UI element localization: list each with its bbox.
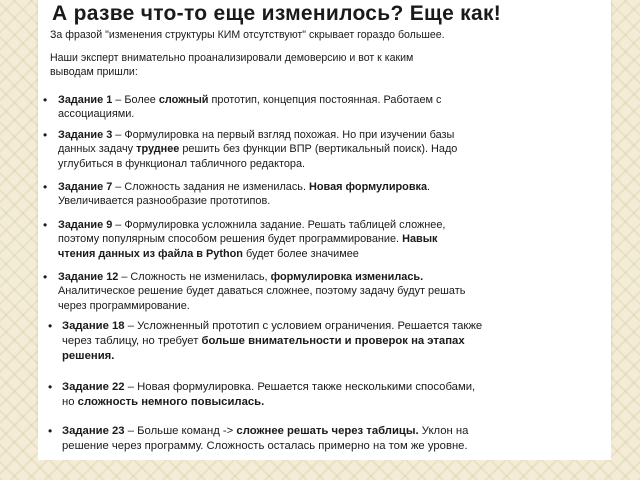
- task-emphasis: Навык: [402, 233, 438, 246]
- task-name: Задание 9: [58, 219, 113, 231]
- task-text: через таблицу, но требует: [62, 335, 202, 348]
- bullet-icon: •: [43, 270, 48, 284]
- task-text: но: [62, 396, 78, 409]
- bullet-icon: •: [43, 93, 48, 107]
- task-name: Задание 22: [62, 381, 125, 393]
- task-emphasis: больше внимательности и проверок на этапах: [201, 335, 465, 348]
- list-item-task-23: [38, 424, 611, 460]
- task-text: ассоциациями.: [58, 108, 135, 121]
- task-text: Увеличивается разнообразие прототипов.: [58, 195, 271, 208]
- task-text: данных задачу: [58, 143, 137, 156]
- task-text: – Больше команд ->: [124, 425, 237, 437]
- intro-text: За фразой "изменения структуры КИМ отсутствуют" скрывает гораздо большее.: [50, 29, 445, 41]
- intro-line: Наши эксперт внимательно проанализировали демоверсию и вот к каким: [50, 52, 414, 64]
- intro-text-2: [50, 52, 413, 79]
- task-name: Задание 18: [62, 320, 125, 332]
- task-emphasis: сложнее решать через таблицы.: [236, 425, 419, 437]
- task-text: решить без функции ВПР (вертикальный поиск). Надо: [179, 143, 458, 156]
- bullet-icon: •: [43, 180, 48, 194]
- task-text: – Сложность не изменилась,: [118, 271, 271, 283]
- task-name: Задание 1: [58, 94, 113, 106]
- task-text: Аналитическое решение будет даваться сложнее, поэтому задачу будут решать: [58, 285, 466, 298]
- task-name: Задание 23: [62, 425, 125, 437]
- task-emphasis: сложность немного повысилась.: [77, 396, 265, 409]
- task-text: – Формулировка на первый взгляд похожая. Но при изучении базы: [112, 129, 455, 141]
- bullet-icon: •: [48, 319, 53, 333]
- task-text: – Усложненный прототип с условием ограничения. Решается также: [124, 320, 483, 332]
- task-emphasis: сложный: [158, 94, 209, 106]
- task-emphasis: труднее: [136, 143, 180, 156]
- task-text: Уклон на: [418, 425, 469, 437]
- task-emphasis: решения.: [62, 350, 115, 363]
- task-emphasis: формулировка изменилась.: [270, 271, 424, 283]
- task-name: Задание 12: [58, 271, 119, 283]
- bullet-icon: •: [43, 128, 48, 142]
- task-text: .: [427, 181, 431, 193]
- task-text: – Формулировка усложнила задание. Решать таблицей сложнее,: [112, 219, 446, 231]
- task-text: – Более: [112, 94, 159, 106]
- task-text: будет более значимее: [242, 247, 359, 260]
- task-name: Задание 7: [58, 181, 113, 193]
- task-text: решение через программу. Сложность осталась примерно на том же уровне.: [62, 440, 468, 453]
- task-text: поэтому популярным способом решения будет программирование.: [58, 233, 403, 246]
- task-text: углубиться в функционал табличного редактора.: [58, 157, 306, 170]
- bullet-icon: •: [48, 424, 53, 438]
- task-text: – Сложность задания не изменилась.: [112, 181, 310, 193]
- intro-line: выводам пришли:: [50, 65, 138, 78]
- task-name: Задание 3: [58, 129, 113, 141]
- slide-title: А разве что-то еще изменилось? Еще как!: [52, 2, 502, 25]
- bullet-icon: •: [48, 380, 53, 394]
- task-emphasis: чтения данных из файла в Python: [58, 247, 243, 260]
- task-emphasis: Новая формулировка: [309, 181, 428, 193]
- task-text: – Новая формулировка. Решается также несколькими способами,: [124, 381, 476, 393]
- bullet-icon: •: [43, 218, 48, 232]
- task-text: через программирование.: [58, 299, 190, 312]
- slide: [38, 0, 611, 436]
- task-text: прототип, концепция постоянная. Работаем с: [208, 94, 442, 106]
